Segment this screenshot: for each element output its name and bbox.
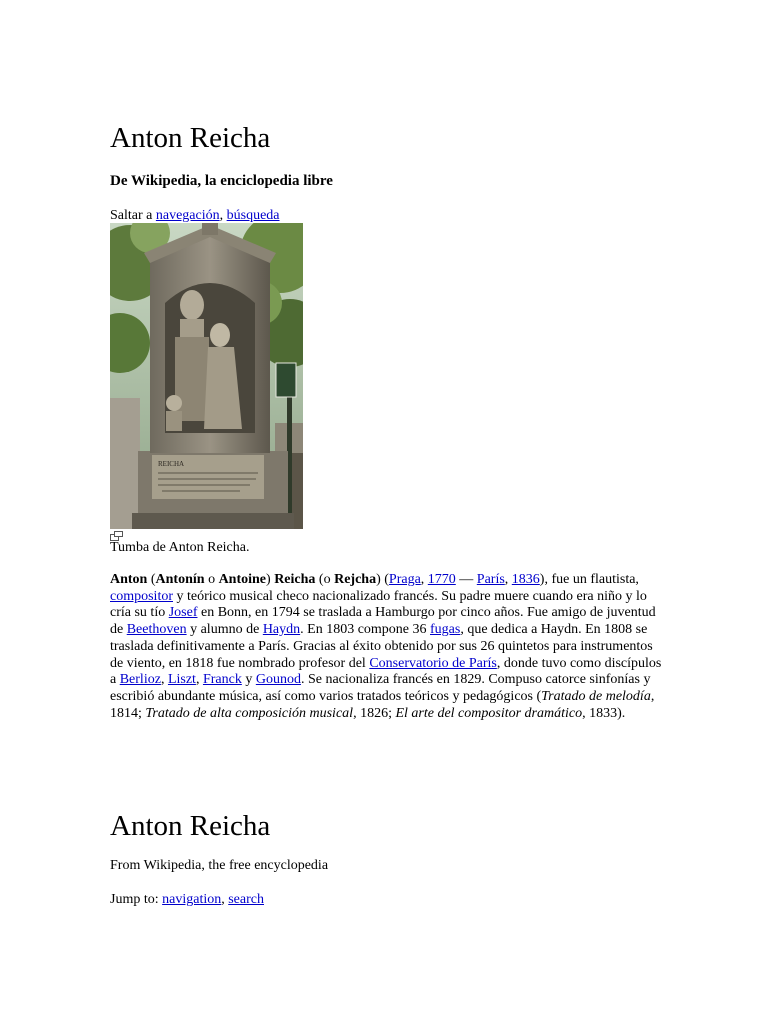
search-link-en[interactable]: search: [228, 892, 264, 907]
link-praga[interactable]: Praga: [388, 572, 421, 587]
link-beethoven[interactable]: Beethoven: [126, 622, 187, 638]
intro-paragraph: [110, 572, 665, 722]
text: . Se nacionaliza francés en 1829. Compuso catorce sinfonías y escribió abundante música, así como varios tratados teóricos y pedagógicos (: [110, 672, 651, 704]
text: , que dedica a Haydn. En 1808 se traslada definitivamente a París. Gracias al éxito obtenido por sus 26 quintetos para instrumentos de viento, en 1818 fue nombrado profesor del: [110, 622, 653, 671]
english-tagline: From Wikipedia, the free encyclopedia: [110, 858, 329, 873]
link-paris[interactable]: París: [476, 572, 505, 587]
text: (o: [315, 572, 335, 587]
italic-title: Tratado de alta composición musical: [145, 705, 354, 721]
text: —: [455, 572, 477, 587]
english-jump-links: [110, 891, 264, 909]
text: , 1814;: [110, 688, 655, 721]
image-caption: Tumba de Anton Reicha.: [110, 540, 250, 555]
navigation-link-en[interactable]: navigation: [162, 892, 222, 907]
text: ): [266, 572, 275, 587]
jump-separator: ,: [221, 892, 229, 907]
tagline: [110, 172, 333, 190]
bold-name: Antoine: [218, 572, 267, 587]
tagline-text: De Wikipedia, la enciclopedia libre: [110, 173, 333, 189]
text: ,: [504, 572, 512, 587]
tomb-photo[interactable]: [110, 223, 303, 529]
jump-prefix: Jump to:: [110, 892, 163, 907]
italic-title: Tratado de melodía: [541, 688, 651, 704]
link-berlioz[interactable]: Berlioz: [119, 672, 161, 688]
text: ,: [195, 672, 203, 688]
text: o: [204, 572, 219, 587]
link-fugas[interactable]: fugas: [430, 622, 461, 638]
text: ,: [160, 672, 168, 688]
bold-name: Anton: [110, 572, 148, 587]
tomb-photo-drawing: [110, 223, 303, 529]
link-haydn[interactable]: Haydn: [262, 622, 301, 638]
bold-name: Antonín: [155, 572, 205, 587]
text: y teórico musical checo nacionalizado francés. Su padre muere cuando era niño y lo cría su tío: [110, 588, 647, 621]
text: en Bonn, en 1794 se traslada a Hamburgo por cinco años. Fue amigo de juventud de: [110, 605, 656, 638]
text: (: [147, 572, 156, 587]
text: , donde tuvo como discípulos a: [110, 655, 662, 688]
text: ,: [420, 572, 428, 587]
bold-name: Rejcha: [334, 572, 377, 587]
link-gounod[interactable]: Gounod: [255, 672, 301, 688]
english-page-title: Anton Reicha: [110, 810, 271, 842]
jump-separator: ,: [219, 208, 227, 223]
text: y: [241, 672, 256, 688]
link-conservatorio[interactable]: Conservatorio de París: [369, 655, 497, 671]
bold-name: Reicha: [274, 572, 316, 587]
text: y alumno de: [186, 622, 263, 638]
navigation-link[interactable]: navegación: [155, 208, 220, 223]
italic-title: El arte del compositor dramático: [395, 705, 583, 721]
link-compositor[interactable]: compositor: [110, 588, 173, 604]
text: ) (: [376, 572, 389, 587]
link-1836[interactable]: 1836: [511, 572, 540, 587]
text: , 1826;: [353, 705, 396, 721]
page-title: Anton Reicha: [110, 122, 271, 154]
link-liszt[interactable]: Liszt: [167, 672, 196, 688]
link-franck[interactable]: Franck: [202, 672, 242, 688]
text: ), fue un flautista,: [539, 572, 639, 587]
inscription-name: REICHA: [158, 460, 185, 468]
search-link[interactable]: búsqueda: [226, 208, 280, 223]
link-josef[interactable]: Josef: [168, 605, 198, 621]
link-1770[interactable]: 1770: [427, 572, 456, 587]
text: , 1833).: [582, 705, 626, 721]
jump-prefix: Saltar a: [110, 208, 156, 223]
text: . En 1803 compone 36: [300, 622, 431, 638]
